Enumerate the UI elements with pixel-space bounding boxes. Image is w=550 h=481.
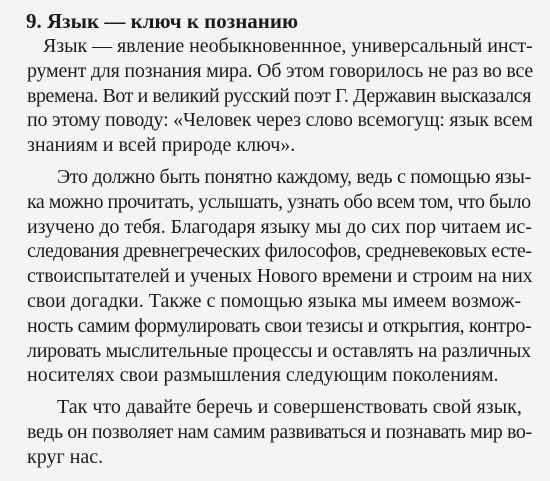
- paragraph-2: [27, 165, 533, 388]
- text-line: Это должно быть понятно каждому, ведь с помощью язы-: [57, 165, 531, 188]
- text-line: ствоиспытателей и ученых Нового времени и строим на них: [27, 265, 533, 288]
- text-line: знаниям и всей природе ключ».: [27, 134, 296, 157]
- text-line: носителях свои размышления следующим поколениям.: [27, 364, 499, 387]
- text-line: Так что давайте беречь и совершенствовать свой язык,: [57, 396, 522, 419]
- paragraph-1: [27, 34, 533, 158]
- text-line: лировать мыслительные процессы и оставлять на различных: [27, 339, 531, 362]
- text-line: румент для познания мира. Об этом говорилось не раз во все: [27, 59, 534, 82]
- text-line: Язык — явление необыкновеннное, универсальный инст-: [43, 35, 533, 57]
- text-line: ведь он позволяет нам самим развиваться и познавать мир во-: [27, 420, 532, 443]
- text-line: следования древнегреческих философов, средневековых есте-: [27, 240, 532, 263]
- text-line: круг нас.: [27, 445, 104, 468]
- text-line: свои догадки. Также с помощью языка мы имеем возмож-: [27, 289, 522, 312]
- text-line: ка можно прочитать, услышать, узнать обо всем том, что было: [27, 190, 531, 213]
- text-line: ность самим формулировать свои тезисы и открытия, контро-: [27, 314, 532, 337]
- text-line: времена. Вот и великий русский поэт Г. Державин высказался: [27, 84, 531, 107]
- text-line: по этому поводу: «Человек через слово всемогущ: язык всем: [27, 109, 533, 132]
- text-line: изучено до тебя. Благодаря языку мы до сих пор читаем ис-: [27, 215, 532, 238]
- paragraph-3: [27, 395, 533, 469]
- document-title: 9. Язык — ключ к познанию: [26, 9, 299, 33]
